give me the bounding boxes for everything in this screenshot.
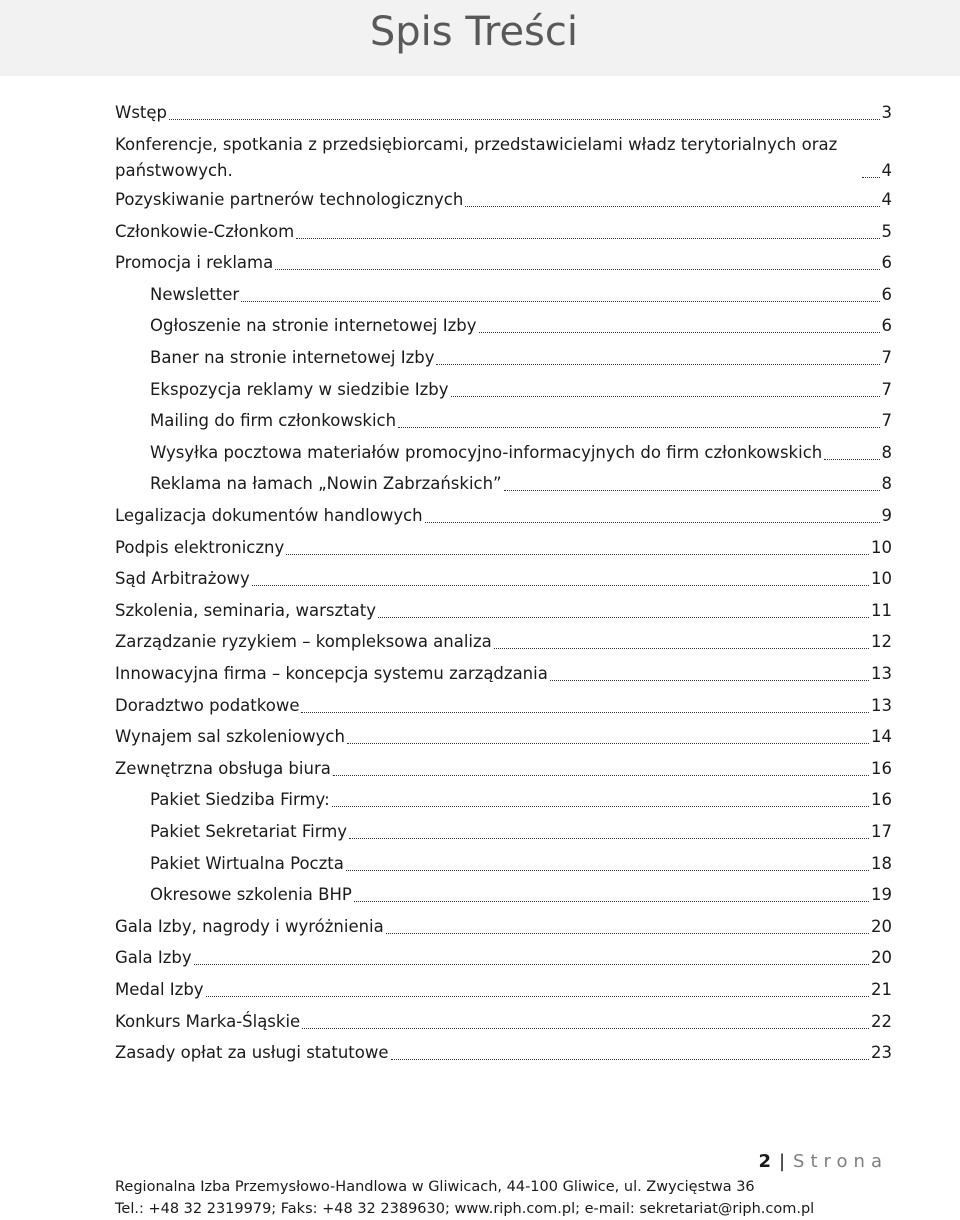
- toc-entry-title: Doradztwo podatkowe: [115, 696, 300, 715]
- toc-entry-title: Wysyłka pocztowa materiałów promocyjno-informacyjnych do firm członkowskich: [150, 443, 823, 462]
- toc-page-number: 19: [871, 885, 892, 904]
- toc-entry-title: Pakiet Wirtualna Poczta: [150, 854, 344, 873]
- toc-leader-dots: [494, 648, 869, 649]
- toc-leader-dots: [479, 332, 880, 333]
- toc-entry[interactable]: [150, 471, 892, 497]
- toc-leader-dots: [465, 206, 879, 207]
- toc-entry-title: Legalizacja dokumentów handlowych: [115, 506, 423, 525]
- toc-leader-dots: [504, 490, 880, 491]
- toc-page-number: 6: [881, 285, 892, 304]
- footer-separator: |: [778, 1151, 786, 1172]
- toc-entry-title: Mailing do firm członkowskich: [150, 411, 397, 430]
- toc-leader-dots: [206, 996, 869, 997]
- toc-page-number: 16: [871, 790, 892, 809]
- toc-leader-dots: [451, 396, 880, 397]
- toc-entry-title: Okresowe szkolenia BHP: [150, 885, 352, 904]
- toc-entry[interactable]: [115, 977, 892, 1003]
- toc-entry-title: Newsletter: [150, 285, 240, 304]
- toc-entry[interactable]: [150, 851, 892, 877]
- toc-entry-title: Podpis elektroniczny: [115, 538, 285, 557]
- toc-leader-dots: [301, 712, 869, 713]
- toc-entry[interactable]: [115, 945, 892, 971]
- toc-leader-dots: [349, 838, 869, 839]
- toc-leader-dots: [824, 459, 879, 460]
- toc-leader-dots: [862, 177, 880, 178]
- toc-leader-dots: [425, 522, 880, 523]
- toc-entry[interactable]: [115, 598, 892, 624]
- toc-page-number: 23: [871, 1043, 892, 1062]
- toc-leader-dots: [194, 964, 869, 965]
- toc-page-number: 4: [881, 161, 892, 180]
- toc-entry-title: Wynajem sal szkoleniowych: [115, 727, 345, 746]
- toc-leader-dots: [333, 775, 869, 776]
- toc-leader-dots: [302, 1028, 869, 1029]
- toc-leader-dots: [275, 269, 879, 270]
- toc-entry-title: Medal Izby: [115, 980, 204, 999]
- toc-page-number: 21: [871, 980, 892, 999]
- toc-entry-title: Pozyskiwanie partnerów technologicznych: [115, 190, 464, 209]
- toc-leader-dots: [391, 1059, 869, 1060]
- page-title: Spis Treści: [369, 9, 578, 55]
- footer-page-number: 2: [758, 1151, 771, 1172]
- toc-entry-title: Pakiet Siedziba Firmy:: [150, 790, 330, 809]
- toc-entry-title: Szkolenia, seminaria, warsztaty: [115, 601, 376, 620]
- toc-entry[interactable]: [150, 345, 892, 371]
- toc-entry[interactable]: [115, 503, 892, 529]
- toc-page-number: 3: [881, 103, 892, 122]
- toc-page-number: 8: [881, 443, 892, 462]
- footer-contact: Tel.: +48 32 2319979; Faks: +48 32 2389630; www.riph.com.pl; e-mail: sekretariat@riph.com.pl: [115, 1201, 815, 1217]
- toc-leader-dots: [398, 427, 879, 428]
- toc-entry-title: Konferencje, spotkania z przedsiębiorcami, przedstawicielami władz terytorialnych oraz państwowych.: [115, 135, 838, 180]
- toc-entry[interactable]: [115, 250, 892, 276]
- toc-leader-dots: [286, 554, 869, 555]
- toc-page-number: 13: [871, 664, 892, 683]
- toc-entry[interactable]: [115, 187, 892, 213]
- toc-entry[interactable]: [115, 100, 892, 126]
- toc-page-number: 10: [871, 569, 892, 588]
- toc-entry[interactable]: [115, 535, 892, 561]
- toc-leader-dots: [332, 806, 869, 807]
- toc-entry[interactable]: [115, 914, 892, 940]
- toc-entry[interactable]: [115, 693, 892, 719]
- toc-entry-title: Konkurs Marka-Śląskie: [115, 1012, 301, 1031]
- toc-page-number: 8: [881, 474, 892, 493]
- toc-entry[interactable]: [150, 282, 892, 308]
- toc-entry[interactable]: [150, 787, 892, 813]
- toc-page-number: 7: [881, 380, 892, 399]
- toc-entry-title: Ogłoszenie na stronie internetowej Izby: [150, 316, 477, 335]
- toc-entry-title: Ekspozycja reklamy w siedzibie Izby: [150, 380, 449, 399]
- footer-page-indicator: [758, 1148, 888, 1176]
- toc-leader-dots: [347, 743, 869, 744]
- toc-entry-title: Zasady opłat za usługi statutowe: [115, 1043, 389, 1062]
- toc-entry-title: Reklama na łamach „Nowin Zabrzańskich”: [150, 474, 502, 493]
- toc-entry[interactable]: [115, 724, 892, 750]
- toc-entry[interactable]: [115, 1009, 892, 1035]
- toc-page-number: 22: [871, 1012, 892, 1031]
- toc-leader-dots: [354, 901, 869, 902]
- toc-page-number: 5: [881, 222, 892, 241]
- toc-page-number: 11: [871, 601, 892, 620]
- toc-entry-title: Członkowie-Członkom: [115, 222, 295, 241]
- toc-entry-title: Baner na stronie internetowej Izby: [150, 348, 435, 367]
- toc-entry[interactable]: [150, 377, 892, 403]
- toc-entry-title: Zarządzanie ryzykiem – kompleksowa analiza: [115, 632, 492, 651]
- toc-page-number: 7: [881, 348, 892, 367]
- footer-page-label: Strona: [793, 1151, 888, 1172]
- toc-page-number: 13: [871, 696, 892, 715]
- toc-entry[interactable]: [150, 408, 892, 434]
- toc-leader-dots: [296, 238, 879, 239]
- toc-page-number: 17: [871, 822, 892, 841]
- toc-page-number: 6: [881, 316, 892, 335]
- toc-entry[interactable]: [115, 756, 892, 782]
- toc-page-number: 12: [871, 632, 892, 651]
- toc-leader-dots: [378, 617, 869, 618]
- toc-leader-dots: [169, 119, 879, 120]
- toc-page-number: 10: [871, 538, 892, 557]
- toc-page-number: 9: [881, 506, 892, 525]
- toc-entry-title: Sąd Arbitrażowy: [115, 569, 250, 588]
- toc-leader-dots: [436, 364, 879, 365]
- footer-address: Regionalna Izba Przemysłowo-Handlowa w Gliwicach, 44-100 Gliwice, ul. Zwycięstwa 36: [115, 1179, 755, 1195]
- toc-entry[interactable]: [150, 440, 892, 466]
- toc-page-number: 20: [871, 917, 892, 936]
- toc-leader-dots: [386, 933, 869, 934]
- toc-leader-dots: [241, 301, 879, 302]
- toc-page-number: 4: [881, 190, 892, 209]
- toc-entry-title: Gala Izby, nagrody i wyróżnienia: [115, 917, 384, 936]
- toc-leader-dots: [550, 680, 869, 681]
- toc-page-number: 7: [881, 411, 892, 430]
- toc-entry[interactable]: [115, 661, 892, 687]
- toc-page-number: 20: [871, 948, 892, 967]
- toc-entry[interactable]: [115, 219, 892, 245]
- toc-entry[interactable]: [115, 1040, 892, 1066]
- title-band: [0, 0, 960, 76]
- toc-leader-dots: [346, 870, 869, 871]
- toc-entry-title: Zewnętrzna obsługa biura: [115, 759, 331, 778]
- toc-page-number: 16: [871, 759, 892, 778]
- toc-page-number: 6: [881, 253, 892, 272]
- toc-entry[interactable]: [150, 313, 892, 339]
- toc-entry-title: Pakiet Sekretariat Firmy: [150, 822, 348, 841]
- toc-entry-title: Innowacyjna firma – koncepcja systemu zarządzania: [115, 664, 548, 683]
- toc-leader-dots: [252, 585, 869, 586]
- toc-page-number: 14: [871, 727, 892, 746]
- toc-entry[interactable]: [115, 629, 892, 655]
- toc-entry[interactable]: [150, 882, 892, 908]
- toc-page-number: 18: [871, 854, 892, 873]
- toc-entry[interactable]: [150, 819, 892, 845]
- toc-entry-title: Promocja i reklama: [115, 253, 274, 272]
- toc-entry[interactable]: [115, 132, 892, 184]
- toc-entry-title: Gala Izby: [115, 948, 192, 967]
- toc-entry[interactable]: [115, 566, 892, 592]
- toc-entry-title: Wstęp: [115, 103, 168, 122]
